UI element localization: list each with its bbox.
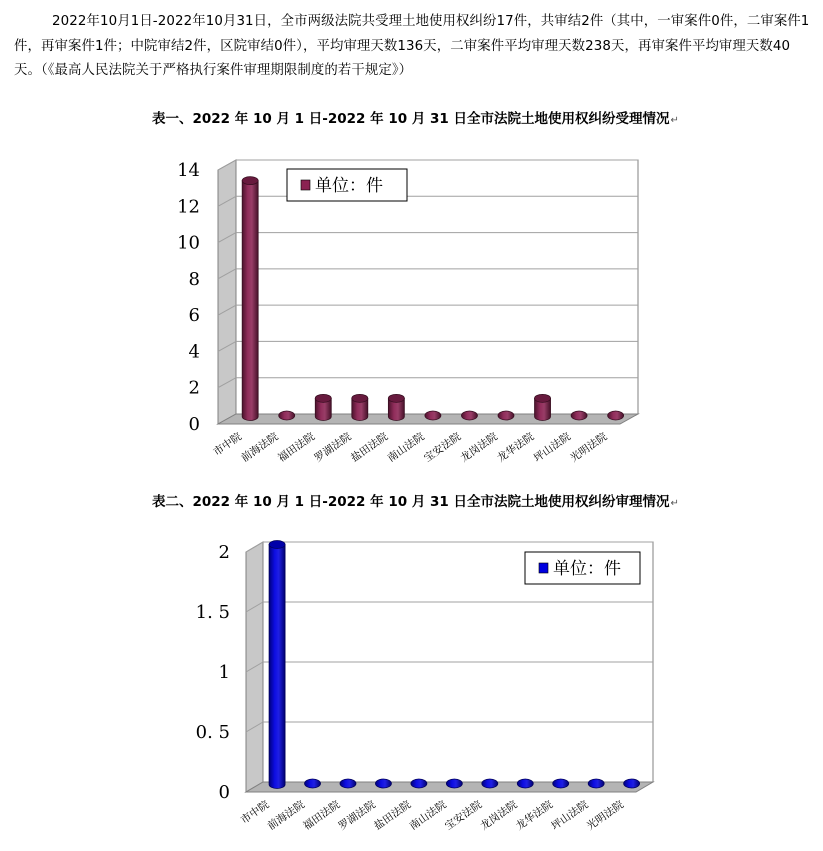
x-category-label: 前海法院 <box>239 430 281 465</box>
y-tick-label: 1. 5 <box>195 602 230 623</box>
y-tick-label: 10 <box>177 232 200 254</box>
x-category-label: 市中院 <box>211 430 244 459</box>
bar <box>553 779 569 788</box>
bar-flat <box>411 779 427 788</box>
legend-label: 单位：件 <box>315 176 383 196</box>
bar <box>340 779 356 788</box>
x-category-label: 光明法院 <box>568 430 610 465</box>
x-category-label: 龙岗法院 <box>478 798 520 833</box>
x-category-label: 南山法院 <box>385 430 427 465</box>
bar-flat <box>375 779 391 788</box>
y-tick-label: 6 <box>188 305 200 327</box>
bar-flat <box>305 779 321 788</box>
x-category-label: 盐田法院 <box>348 430 391 465</box>
return-mark-icon: ↵ <box>670 498 679 509</box>
bar <box>411 779 427 788</box>
intro-paragraph: 2022年10月1日-2022年10月31日，全市两级法院共受理土地使用权纠纷17件，共审结2件（其中，一审案件0件，二审案件1件，再审案件1件；中院审结2件，区院审结0件），平均审理天数136天，二审案件平均审理天数238天，再审案件平均审理天数40天。（《最高人民法院关于严格执行案件审理期限制度的若干规定》） <box>14 14 810 78</box>
x-category-label: 盐田法院 <box>371 798 414 833</box>
y-tick-label: 1 <box>218 662 230 683</box>
y-tick-label: 0. 5 <box>195 722 230 743</box>
y-tick-label: 0 <box>188 414 200 435</box>
y-tick-label: 12 <box>177 196 200 218</box>
x-category-label: 罗湖法院 <box>336 798 378 833</box>
y-tick-label: 2 <box>218 542 230 563</box>
bar <box>305 779 321 788</box>
x-category-label: 南山法院 <box>407 798 449 833</box>
x-category-label: 光明法院 <box>584 798 626 833</box>
y-tick-label: 0 <box>218 782 230 803</box>
x-category-label: 坪山法院 <box>549 798 591 833</box>
legend-swatch <box>539 563 548 573</box>
bar <box>269 541 285 789</box>
x-category-label: 福田法院 <box>301 798 343 833</box>
bar-flat <box>624 779 640 788</box>
x-category-label: 福田法院 <box>275 430 318 465</box>
bar <box>517 779 533 788</box>
bar-flat <box>588 779 604 788</box>
bar-flat <box>340 779 356 788</box>
bar-flat <box>517 779 533 788</box>
bar <box>482 779 498 788</box>
bar-body <box>269 545 285 789</box>
y-tick-label: 14 <box>177 160 200 181</box>
x-category-label: 前海法院 <box>265 798 307 833</box>
bar <box>446 779 462 788</box>
x-category-label: 龙华法院 <box>513 798 556 833</box>
return-mark-icon: ↵ <box>670 115 679 126</box>
x-category-label: 市中院 <box>238 798 272 827</box>
x-category-label: 龙岗法院 <box>458 430 500 465</box>
bar <box>624 779 640 788</box>
x-category-label: 龙华法院 <box>495 430 537 465</box>
bar <box>588 779 604 788</box>
y-tick-label: 4 <box>188 341 200 363</box>
x-category-label: 宝安法院 <box>421 430 464 465</box>
bar-top <box>269 541 285 549</box>
x-category-label: 宝安法院 <box>442 798 485 833</box>
chart1-caption-text: 表一、2022 年 10 月 1 日-2022 年 10 月 31 日全市法院土地使用权纠纷受理情况 <box>152 111 670 127</box>
legend <box>525 552 640 584</box>
bar-flat <box>446 779 462 788</box>
bar-flat <box>482 779 498 788</box>
y-tick-label: 2 <box>188 377 200 399</box>
bar <box>375 779 391 788</box>
legend-label: 单位：件 <box>553 559 621 579</box>
x-category-label: 坪山法院 <box>531 430 573 465</box>
chart2-caption-text: 表二、2022 年 10 月 1 日-2022 年 10 月 31 日全市法院土地使用权纠纷审理情况 <box>152 494 670 510</box>
y-tick-label: 8 <box>188 268 200 290</box>
x-category-label: 罗湖法院 <box>312 430 354 465</box>
bar-flat <box>553 779 569 788</box>
